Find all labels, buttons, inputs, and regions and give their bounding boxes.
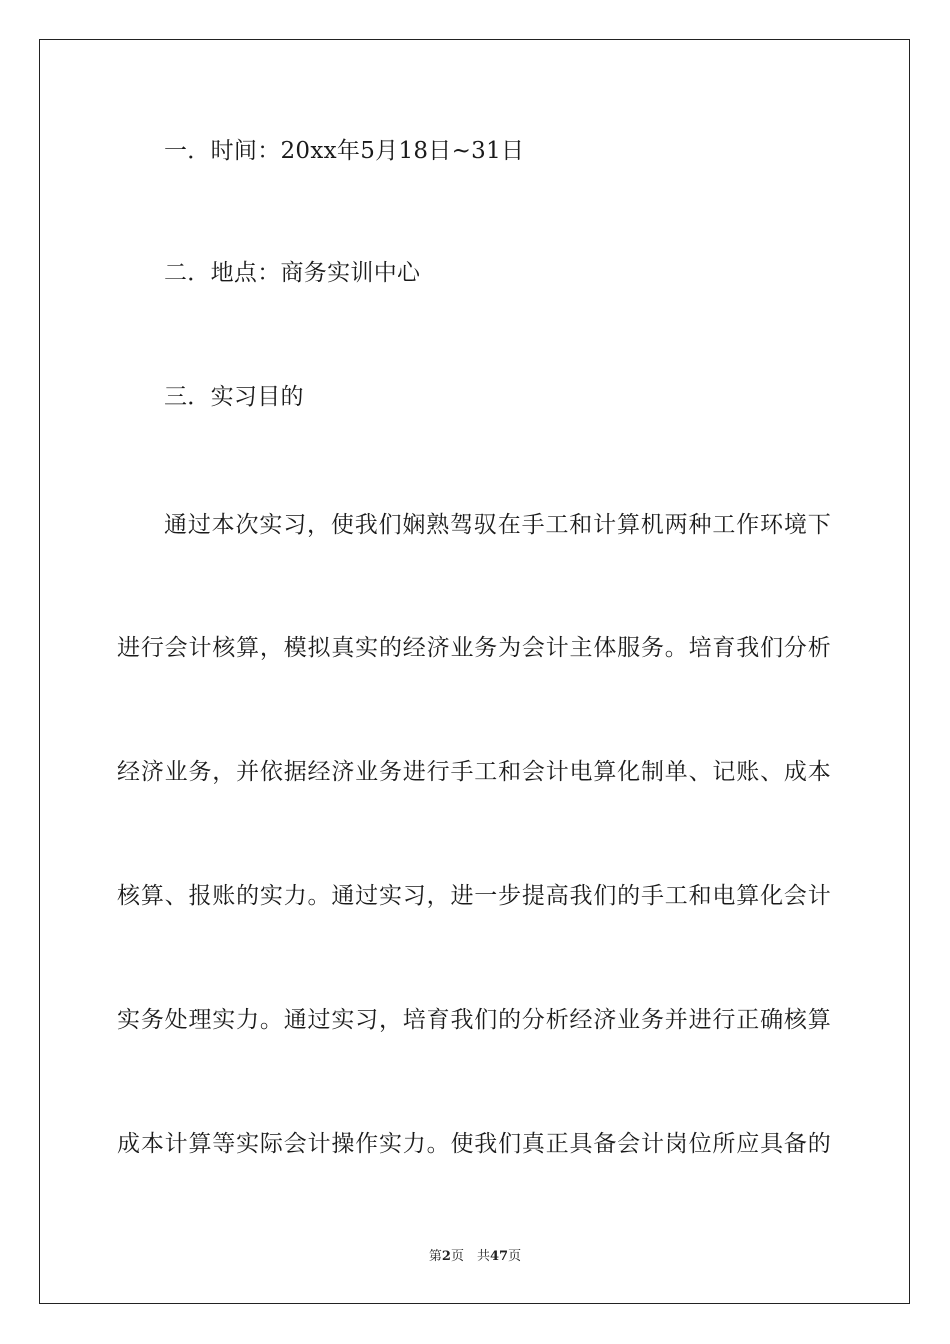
footer-prefix: 第 xyxy=(428,1249,442,1264)
footer-current-page: 2 xyxy=(441,1249,451,1264)
paragraph-line-5: 实务处理实力。通过实习，培育我们的分析经济业务并进行正确核算 xyxy=(117,1007,831,1033)
footer-mid: 页 共 xyxy=(450,1249,490,1264)
page-footer xyxy=(0,1248,950,1266)
footer-suffix: 页 xyxy=(508,1249,522,1264)
heading-location: 二．地点：商务实训中心 xyxy=(164,260,421,286)
page-frame xyxy=(39,39,910,1304)
heading-purpose: 三．实习目的 xyxy=(164,384,304,410)
heading-time: 一．时间：20xx年5月18日~31日 xyxy=(164,138,525,164)
paragraph-line-3: 经济业务，并依据经济业务进行手工和会计电算化制单、记账、成本 xyxy=(117,759,831,785)
paragraph-line-4: 核算、报账的实力。通过实习，进一步提高我们的手工和电算化会计 xyxy=(117,883,831,909)
footer-total-pages: 47 xyxy=(489,1249,509,1264)
paragraph-line-1: 通过本次实习，使我们娴熟驾驭在手工和计算机两种工作环境下 xyxy=(164,512,831,538)
paragraph-line-2: 进行会计核算，模拟真实的经济业务为会计主体服务。培育我们分析 xyxy=(117,635,831,661)
paragraph-line-6: 成本计算等实际会计操作实力。使我们真正具备会计岗位所应具备的 xyxy=(117,1131,831,1157)
